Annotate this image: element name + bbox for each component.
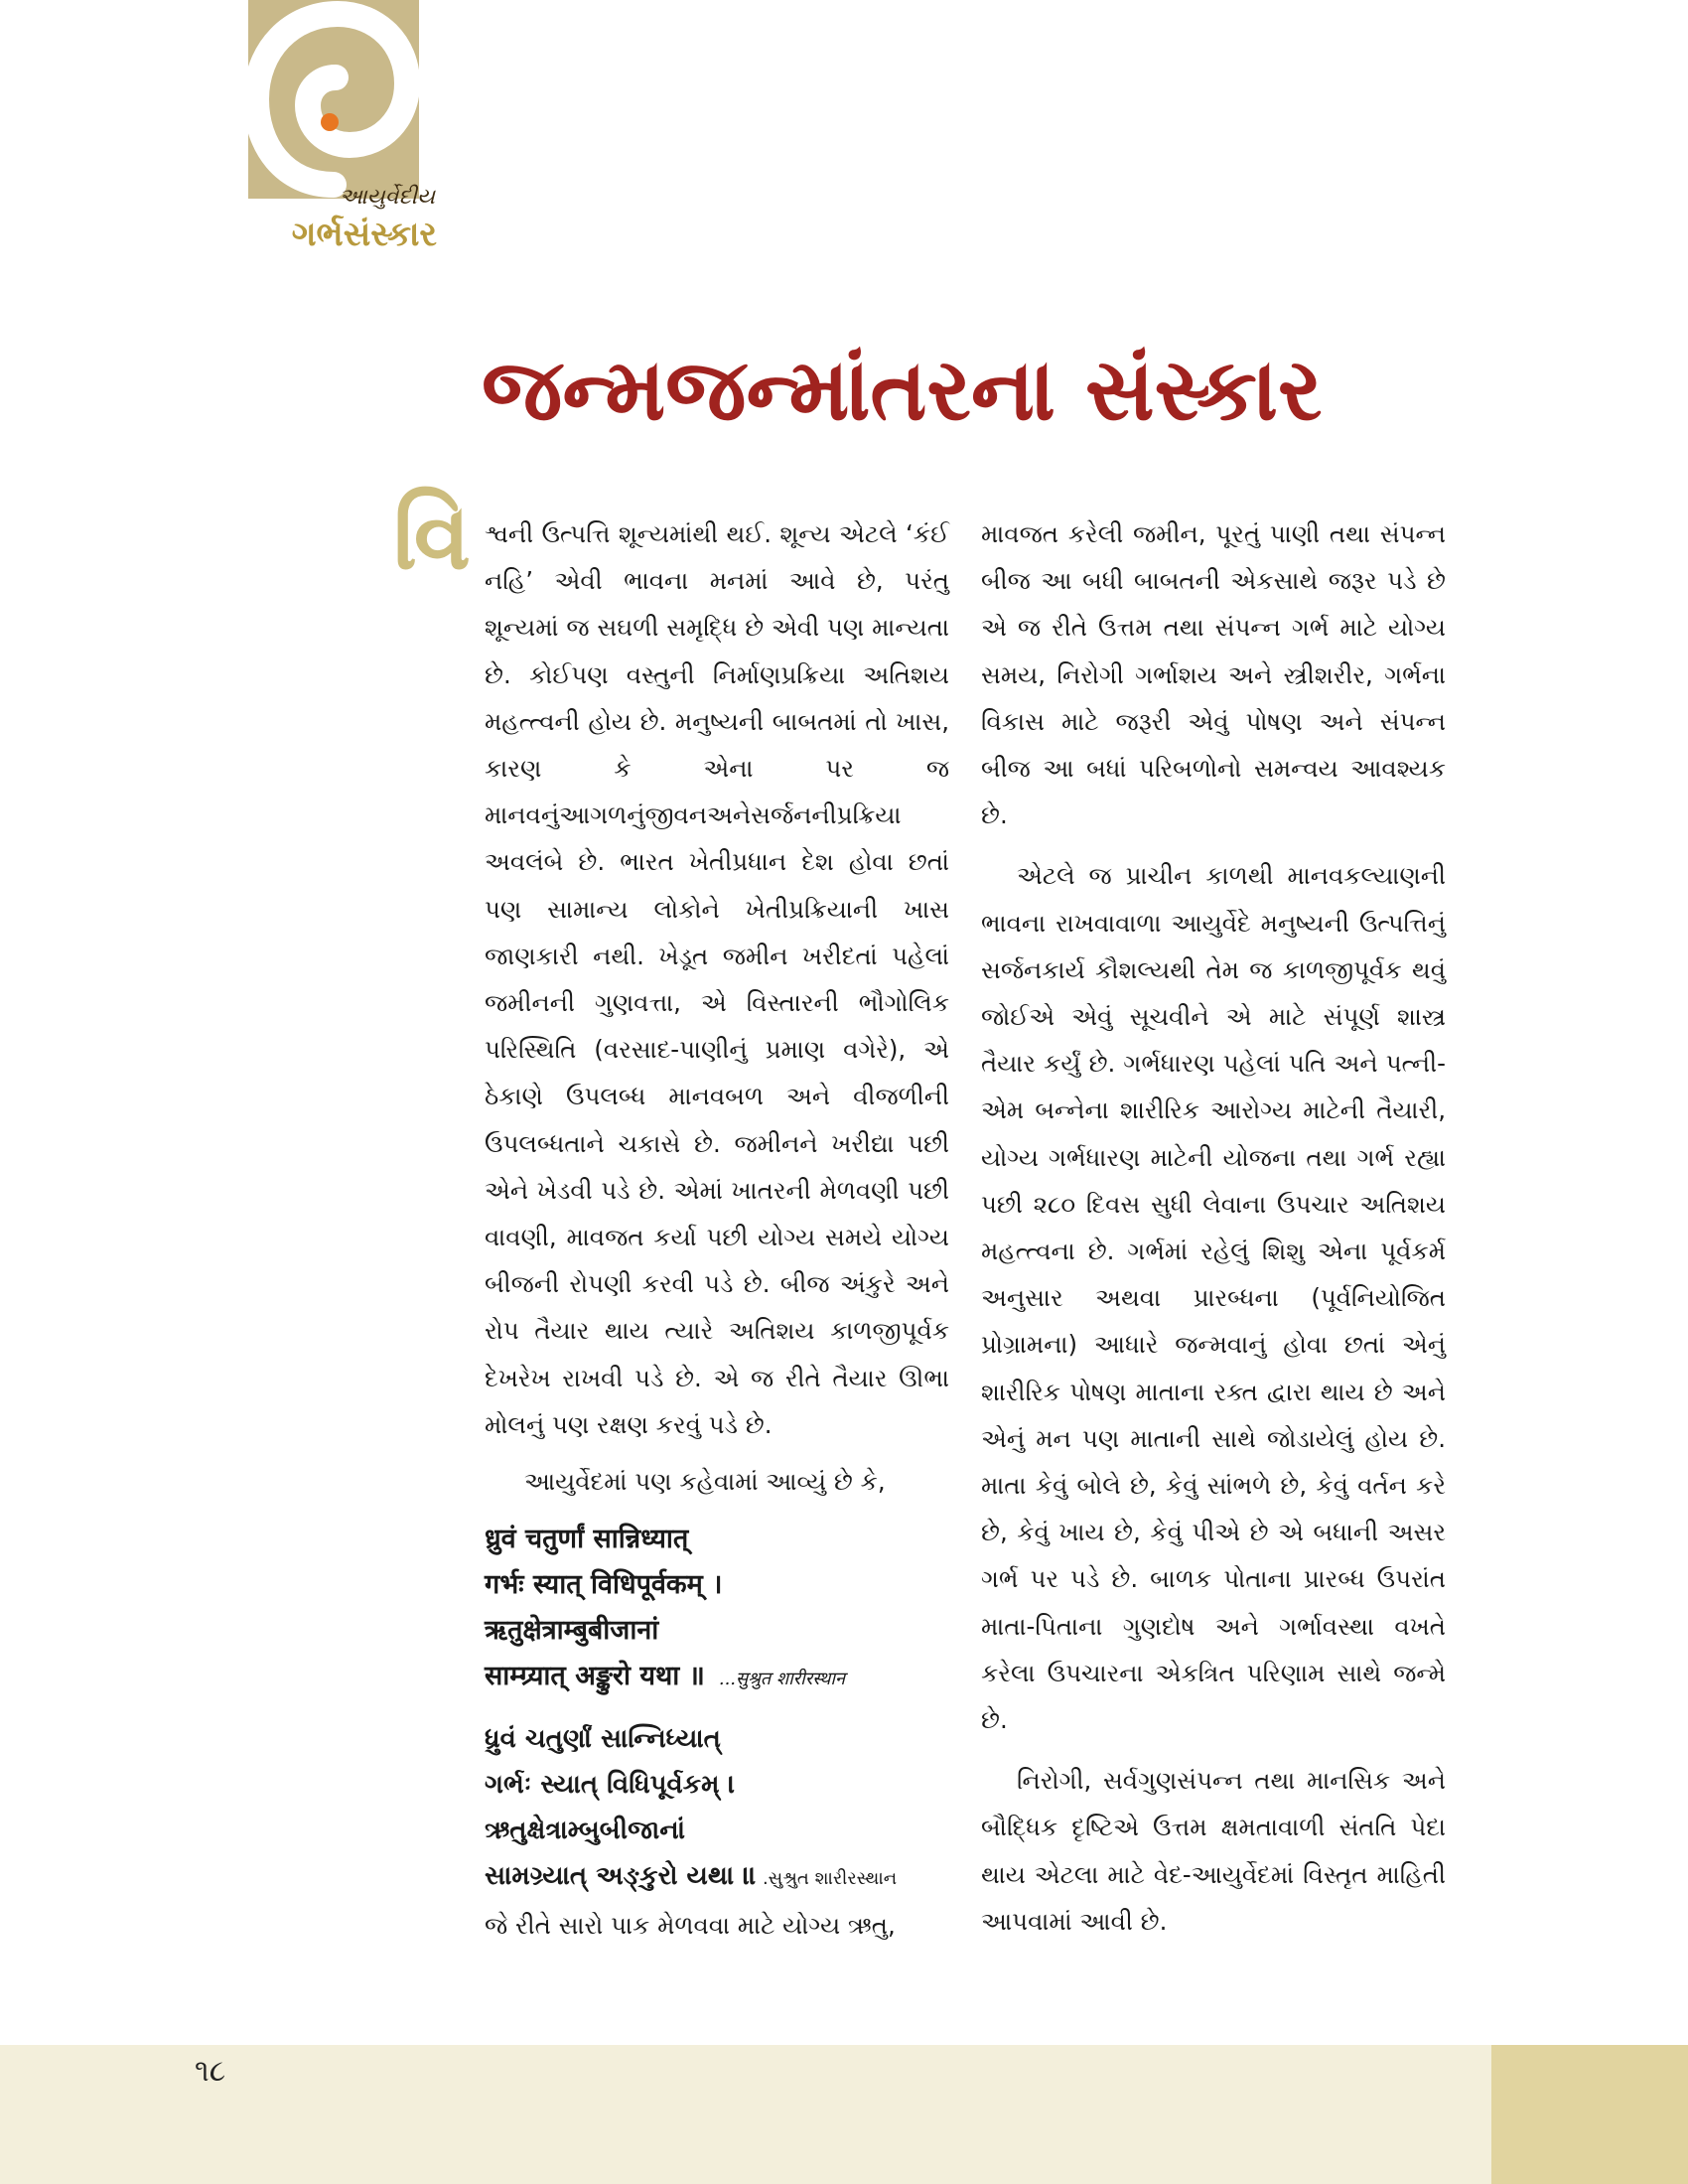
verse-text: साम्ग्र्यात् अङ्कुरो यथा ॥ bbox=[485, 1661, 705, 1692]
body-paragraph: નિરોગી, સર્વગુણસંપન્ન તથા માનસિક અને બૌદ્ધિક દૃષ્ટિએ ઉત્તમ ક્ષમતાવાળી સંતતિ પેદા થાય એટલા માટે વેદ-આયુર્વેદમાં વિસ્તૃત માહિતી આપવામાં આવી છે. bbox=[981, 1766, 1446, 1936]
verse-line: गर्भः स्यात् विधिपूर्वकम् । bbox=[485, 1569, 723, 1601]
quote-intro: આયુર્વેદમાં પણ કહેવામાં આવ્યું છે કે, bbox=[524, 1467, 886, 1497]
verse-line: ध्रुवं चतुर्णां सान्निध्यात् bbox=[485, 1524, 689, 1555]
article-title: જન્મજન્માંતરના સંસ્કાર bbox=[482, 341, 1323, 440]
verse-citation: .સુશ્રુત શારીરસ્થાન bbox=[762, 1868, 898, 1890]
verse-line bbox=[485, 1654, 949, 1702]
footer-band bbox=[0, 2045, 1688, 2184]
right-column bbox=[981, 510, 1446, 1945]
logo-dot bbox=[321, 113, 339, 131]
verse-line bbox=[485, 1853, 949, 1902]
verse-line: ગર્ભઃ સ્યાત્ વિધિપૂર્વકમ્ । bbox=[485, 1770, 736, 1801]
brand-name: ગર્ભસંસ્કાર bbox=[291, 215, 437, 254]
sanskrit-verse bbox=[485, 1517, 949, 1702]
drop-cap: વિ bbox=[392, 483, 472, 590]
brand-subtitle: આયુર્વેદીય bbox=[339, 185, 435, 210]
verse-text: સામગ્ર્યાત્ અઙ્કુરો યથા ॥ bbox=[485, 1861, 757, 1892]
left-column bbox=[485, 510, 949, 1949]
footer-accent bbox=[1491, 2045, 1688, 2184]
brand-logo bbox=[248, 0, 419, 199]
page-number: ૧૮ bbox=[195, 2054, 226, 2089]
body-paragraph: એટલે જ પ્રાચીન કાળથી માનવકલ્યાણની ભાવના રાખવાવાળા આયુર્વેદે મનુષ્યની ઉત્પત્તિનું સર્જનકાર્ય કૌશલ્યથી તેમ જ કાળજીપૂર્વક થવું જોઈએ એવું સૂચવીને એ માટે સંપૂર્ણ શાસ્ત્ર તૈયાર કર્યું છે. ગર્ભધારણ પહેલાં પતિ અને પત્ની-એમ બન્નેના શારીરિક આરોગ્ય માટેની તૈયારી, યોગ્ય ગર્ભધારણ માટેની યોજના તથા ગર્ભ રહ્યા પછી ૨૮૦ દિવસ સુધી લેવાના ઉપચાર અતિશય મહત્ત્વના છે. ગર્ભમાં રહેલું શિશુ એના પૂર્વકર્મ અનુસાર અથવા પ્રારબ્ધના (પૂર્વનિયોજિત પ્રોગ્રામના) આધારે જન્મવાનું હોવા છતાં એનું શારીરિક પોષણ માતાના રક્ત દ્વારા થાય છે અને એનું મન પણ માતાની સાથે જોડાયેલું હોય છે. માતા કેવું બોલે છે, કેવું સાંભળે છે, કેવું વર્તન કરે છે, કેવું ખાય છે, કેવું પીએ છે એ બધાની અસર ગર્ભ પર પડે છે. બાળક પોતાના પ્રારબ્ધ ઉપરાંત માતા-પિતાના ગુણદોષ અને ગર્ભાવસ્થા વખતે કરેલા ઉપચારના એકત્રિત પરિણામ સાથે જન્મે છે. bbox=[981, 861, 1446, 1735]
body-paragraph: જે રીતે સારો પાક મેળવવા માટે યોગ્ય ઋતુ, bbox=[485, 1911, 896, 1941]
verse-line: ધ્રુવં ચતુર્ણાં સાન્નિધ્યાત્ bbox=[485, 1724, 721, 1755]
swirl-logo-icon bbox=[248, 0, 419, 199]
verse-line: ऋतुक्षेत्राम्बुबीजानां bbox=[485, 1615, 659, 1647]
verse-line: ઋતુક્ષેત્રામ્બુબીજાનાં bbox=[485, 1816, 685, 1846]
verse-citation: ...सुश्रुत शारीरस्थान bbox=[718, 1669, 845, 1690]
body-paragraph: શ્વની ઉત્પત્તિ શૂન્યમાંથી થઈ. શૂન્ય એટલે ‘કંઈ નહિ’ એવી ભાવના મનમાં આવે છે, પરંતુ શૂન્યમાં જ સઘળી સમૃદ્ધિ છે એવી પણ માન્યતા છે. કોઈપણ વસ્તુની નિર્માણપ્રક્રિયા અતિશય મહત્ત્વની હોય છે. મનુષ્યની બાબતમાં તો ખાસ, કારણ કે એના પર જ માનવનુંઆગળનુંજીવનઅનેસર્જનનીપ્રક્રિયા અવલંબે છે. ભારત ખેતીપ્રધાન દેશ હોવા છતાં પણ સામાન્ય લોકોને ખેતીપ્રક્રિયાની ખાસ જાણકારી નથી. ખેડૂત જમીન ખરીદતાં પહેલાં જમીનની ગુણવત્તા, એ વિસ્તારની ભૌગોલિક પરિસ્થિતિ (વરસાદ-પાણીનું પ્રમાણ વગેરે), એ ઠેકાણે ઉપલબ્ધ માનવબળ અને વીજળીની ઉપલબ્ધતાને ચકાસે છે. જમીનને ખરીદ્યા પછી એને ખેડવી પડે છે. એમાં ખાતરની મેળવણી પછી વાવણી, માવજત કર્યા પછી યોગ્ય સમયે યોગ્ય બીજની રોપણી કરવી પડે છે. બીજ અંકુરે અને રોપ તૈયાર થાય ત્યારે અતિશય કાળજીપૂર્વક દેખરેખ રાખવી પડે છે. એ જ રીતે તૈયાર ઊભા મોલનું પણ રક્ષણ કરવું પડે છે. bbox=[485, 519, 949, 1439]
body-paragraph: માવજત કરેલી જમીન, પૂરતું પાણી તથા સંપન્ન બીજ આ બધી બાબતની એકસાથે જરૂર પડે છે એ જ રીતે ઉત્તમ તથા સંપન્ન ગર્ભ માટે યોગ્ય સમય, નિરોગી ગર્ભાશય અને સ્ત્રીશરીર, ગર્ભના વિકાસ માટે જરૂરી એવું પોષણ અને સંપન્ન બીજ આ બધાં પરિબળોનો સમન્વય આવશ્યક છે. bbox=[981, 519, 1446, 830]
gujarati-verse bbox=[485, 1716, 949, 1902]
